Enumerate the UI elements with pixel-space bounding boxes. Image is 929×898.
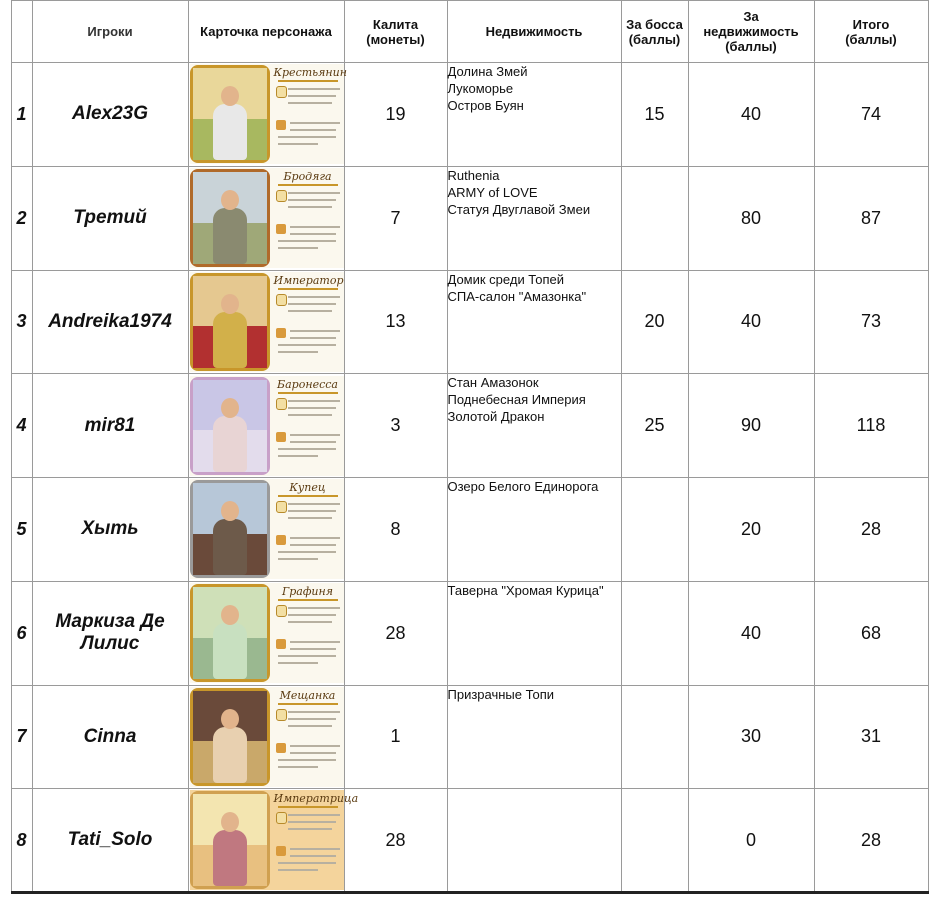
property-item: Поднебесная Империя [447,392,586,408]
left-margin-cell [0,166,11,270]
coin-rule-icon [276,86,287,98]
dice-rule-icon [276,328,286,338]
realty-points-cell[interactable]: 20 [688,478,814,582]
total-points-cell[interactable]: 28 [814,478,928,582]
card-title: Купец [274,481,342,497]
total-header-label: Итого (баллы) [845,16,897,47]
property-item: Лукоморье [447,81,514,96]
realty-points-cell[interactable]: 40 [688,270,814,374]
property-cell[interactable] [447,63,621,167]
table-row [0,270,928,374]
property-item: Таверна "Хромая Курица" [447,582,604,598]
boss-points-cell[interactable]: 20 [621,270,688,374]
left-margin-cell [0,581,11,685]
left-margin-cell [0,685,11,789]
realty-points-cell[interactable]: 90 [688,374,814,478]
boss-points-cell[interactable] [621,581,688,685]
property-item: Домик среди Топей [447,271,564,287]
card-title: Император [274,274,342,290]
character-card-cell[interactable] [188,789,359,893]
dice-rule-icon [276,224,286,234]
character-card-cell[interactable] [188,478,344,582]
card-header: Карточка персонажа [188,1,344,63]
realty-points-cell[interactable]: 40 [688,581,814,685]
coins-cell[interactable]: 19 [344,63,447,167]
left-margin-cell [0,789,11,893]
peasant-card [190,64,348,164]
character-card-cell[interactable] [188,166,344,270]
dice-rule-icon [276,120,286,130]
character-card-cell[interactable] [188,685,344,789]
character-portrait-image [190,584,270,682]
rank-header [11,1,32,63]
realty-points-cell[interactable]: 80 [688,166,814,270]
table-row [0,374,928,478]
table-row [0,63,928,167]
rank-cell[interactable]: 3 [11,270,32,374]
property-cell[interactable] [447,270,621,374]
rank-cell[interactable]: 1 [11,63,32,167]
player-name-cell[interactable]: Andreika1974 [32,270,188,374]
property-item: Остров Буян [447,98,524,113]
card-title: Крестьянин [274,66,342,82]
coins-cell[interactable]: 7 [344,166,447,270]
coin-rule-icon [276,190,287,202]
header-row [0,1,928,63]
rank-cell[interactable]: 4 [11,374,32,478]
total-points-cell[interactable]: 118 [814,374,928,478]
character-portrait-image [190,65,270,163]
table-row [0,478,928,582]
merchant-card [190,479,344,579]
dice-rule-icon [276,846,286,856]
property-item: ARMY of LOVE [447,184,538,200]
card-title: Бродяга [274,170,342,186]
rank-cell[interactable]: 2 [11,166,32,270]
countess-card [190,583,344,683]
property-item: Статуя Двуглавой Змеи [447,201,591,217]
dice-rule-icon [276,432,286,442]
coins-cell[interactable]: 13 [344,270,447,374]
boss-points-cell[interactable]: 15 [621,63,688,167]
player-name-cell[interactable]: Хыть [32,478,188,582]
property-cell[interactable] [447,166,621,270]
card-title: Баронесса [274,378,342,394]
property-item: СПА-салон "Амазонка" [447,288,587,304]
table-row [0,581,928,685]
realty-points-cell[interactable]: 0 [688,789,814,893]
character-portrait-image [190,377,270,475]
total-points-cell[interactable]: 87 [814,166,928,270]
total-points-cell[interactable]: 74 [814,63,928,167]
rank-cell[interactable]: 6 [11,581,32,685]
total-points-cell[interactable]: 73 [814,270,928,374]
left-margin-cell [0,270,11,374]
player-name-cell[interactable]: Alex23G [32,63,188,167]
character-portrait-image [190,169,270,267]
boss-header-label: За босса (баллы) [626,16,683,47]
property-item: Призрачные Топи [447,686,555,702]
dice-rule-icon [276,639,286,649]
player-name-cell[interactable]: Третий [32,166,188,270]
left-margin-cell [0,374,11,478]
property-cell[interactable] [447,685,621,789]
boss-points-cell[interactable] [621,478,688,582]
character-card-cell[interactable] [188,374,344,478]
property-item: Долина Змей [447,64,528,79]
coin-rule-icon [276,709,287,721]
coin-rule-icon [276,294,287,306]
boss-points-cell[interactable]: 25 [621,374,688,478]
property-cell[interactable] [447,374,621,478]
townswoman-card [190,687,344,787]
coin-rule-icon [276,605,287,617]
property-cell[interactable] [447,581,621,685]
rank-cell[interactable]: 5 [11,478,32,582]
realty-points-cell[interactable]: 40 [688,63,814,167]
table-row [0,166,928,270]
character-card-cell[interactable] [188,63,348,167]
table-row [0,685,928,789]
boss-points-cell[interactable] [621,166,688,270]
tramp-card [190,168,344,268]
total-points-cell[interactable]: 68 [814,581,928,685]
empress-card [190,790,359,890]
coins-cell[interactable]: 8 [344,478,447,582]
players-header: Игроки [32,1,188,63]
total-points-cell[interactable]: 28 [814,789,928,893]
realty-points-cell[interactable]: 30 [688,685,814,789]
table-row [0,789,928,893]
dice-rule-icon [276,535,286,545]
total-header [814,1,928,63]
character-portrait-image [190,688,270,786]
coins-header-label: Калита (монеты) [366,16,425,47]
property-item: Озеро Белого Единорога [447,479,599,494]
realty-points-header-label: За недвижимость (баллы) [703,9,799,54]
property-item: Золотой Дракон [447,409,545,425]
property-item: Стан Амазонок [447,375,539,391]
player-name-cell[interactable]: Cinna [32,685,188,789]
card-title: Графиня [274,585,342,601]
coins-cell[interactable]: 3 [344,374,447,478]
character-card-cell[interactable] [188,270,344,374]
boss-points-cell[interactable] [621,685,688,789]
coins-header [344,1,447,63]
character-portrait-image [190,480,270,578]
coins-cell[interactable]: 28 [344,789,447,893]
card-title: Императрица [274,792,342,808]
player-name-cell[interactable]: Маркиза Де Лилис [32,581,188,685]
player-name-cell[interactable]: mir81 [32,374,188,478]
character-portrait-image [190,791,270,889]
realty-points-header [688,1,814,63]
boss-points-cell[interactable] [621,789,688,893]
total-points-cell[interactable]: 31 [814,685,928,789]
coins-cell[interactable]: 28 [344,581,447,685]
baroness-card [190,376,344,476]
dice-rule-icon [276,743,286,753]
character-portrait-image [190,273,270,371]
rank-cell[interactable]: 7 [11,685,32,789]
property-cell[interactable] [447,789,621,893]
emperor-card [190,272,344,372]
left-margin-cell [0,63,11,167]
player-name-cell[interactable]: Tati_Solo [32,789,188,893]
left-margin-header [0,1,11,63]
coin-rule-icon [276,501,287,513]
coin-rule-icon [276,398,287,410]
left-margin-cell [0,478,11,582]
coin-rule-icon [276,812,287,824]
boss-header [621,1,688,63]
property-header: Недвижимость [447,1,621,63]
property-item: Ruthenia [447,167,500,183]
rank-cell[interactable]: 8 [11,789,32,893]
character-card-cell[interactable] [188,581,344,685]
card-title: Мещанка [274,689,342,705]
coins-cell[interactable]: 1 [344,685,447,789]
property-cell[interactable] [447,478,621,582]
